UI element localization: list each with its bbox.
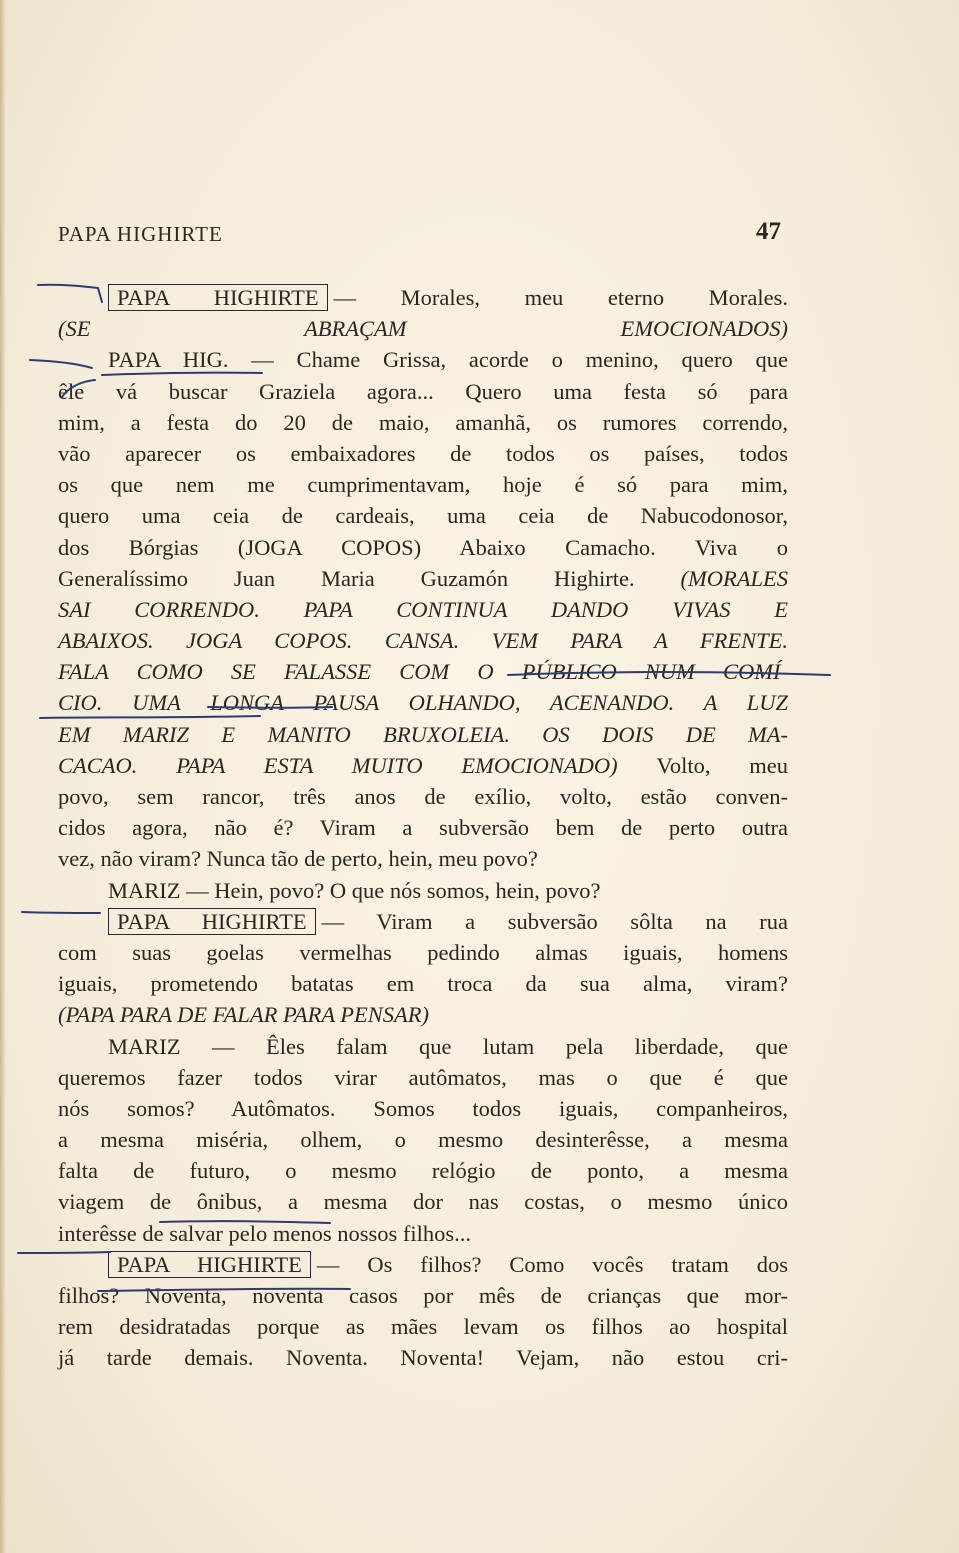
text-line <box>58 282 788 313</box>
stage-direction: (MORALES <box>680 565 788 591</box>
stage-direction: EM MARIZ E MANITO BRUXOLEIA. OS DOIS DE MA- <box>58 721 788 747</box>
dialogue-text: iguais, prometendo batatas em troca da sua alma, viram? <box>58 971 788 997</box>
speaker-name: MARIZ <box>108 1033 213 1059</box>
text-line <box>58 1062 788 1093</box>
text-line <box>58 812 788 843</box>
text-line <box>58 313 788 344</box>
dialogue-text: Generalíssimo Juan Maria Guzamón Highirte. <box>58 565 681 591</box>
dialogue-text: viagem de ônibus, a mesma dor nas costas, o mesmo único <box>58 1189 788 1215</box>
text-line <box>58 1342 788 1373</box>
dialogue-text: — Chame Grissa, acorde o menino, quero que <box>251 347 788 373</box>
text-line <box>58 1280 788 1311</box>
text-line <box>58 1155 788 1186</box>
dialogue-text: com suas goelas vermelhas pedindo almas iguais, homens <box>58 939 788 965</box>
dialogue-text: a mesma miséria, olhem, o mesmo desinterêsse, a mesma <box>58 1127 788 1153</box>
text-line <box>58 687 788 718</box>
text-line <box>58 906 788 937</box>
script-text <box>58 282 788 1374</box>
stage-direction: CIO. UMA LONGA PAUSA OLHANDO, ACENANDO. A LUZ <box>58 690 788 716</box>
text-line <box>58 656 788 687</box>
stage-direction: (PAPA PARA DE FALAR PARA PENSAR) <box>58 1002 430 1028</box>
dialogue-text: — Os filhos? Como vocês tratam dos <box>316 1251 788 1277</box>
dialogue-text: queremos fazer todos virar autômatos, mas o que é que <box>58 1064 788 1090</box>
text-line <box>58 438 788 469</box>
page-header <box>58 218 781 248</box>
dialogue-text: já tarde demais. Noventa. Noventa! Vejam, não estou cri- <box>58 1345 788 1371</box>
running-title: PAPA HIGHIRTE <box>58 222 223 246</box>
stage-direction: FALA COMO SE FALASSE COM O PÚBLICO NUM COMÍ- <box>58 659 788 685</box>
text-line <box>58 1218 788 1249</box>
dialogue-text: êle vá buscar Graziela agora... Quero uma festa só para <box>58 378 788 404</box>
text-line <box>58 843 788 874</box>
dialogue-text: vão aparecer os embaixadores de todos os países, todos <box>58 440 788 466</box>
page-number: 47 <box>756 218 781 245</box>
dialogue-text: — Morales, meu eterno Morales. <box>333 285 788 310</box>
text-line <box>58 594 788 625</box>
dialogue-text: falta de futuro, o mesmo relógio de ponto, a mesma <box>58 1158 788 1184</box>
text-line <box>58 563 788 594</box>
dialogue-text: — Viram a subversão sôlta na rua <box>321 908 789 934</box>
dialogue-text: mim, a festa do 20 de maio, amanhã, os rumores correndo, <box>58 409 788 435</box>
text-line <box>58 469 788 500</box>
dialogue-text: quero uma ceia de cardeais, uma ceia de Nabucodonosor, <box>58 503 788 529</box>
text-line <box>58 1093 788 1124</box>
dialogue-text: rem desidratadas porque as mães levam os filhos ao hospital <box>58 1314 788 1340</box>
text-line <box>58 376 788 407</box>
text-line <box>58 937 788 968</box>
text-line <box>58 719 788 750</box>
dialogue-text: povo, sem rancor, três anos de exílio, volto, estão conven- <box>58 784 788 809</box>
text-line <box>58 1031 788 1062</box>
text-line <box>58 875 788 906</box>
stage-direction: CACAO. PAPA ESTA MUITO EMOCIONADO) <box>58 752 657 778</box>
stage-direction: SAI CORRENDO. PAPA CONTINUA DANDO VIVAS E <box>58 596 788 622</box>
speaker-name-boxed: PAPA HIGHIRTE <box>108 1251 311 1278</box>
dialogue-text: nós somos? Autômatos. Somos todos iguais, companheiros, <box>58 1095 788 1121</box>
text-line <box>58 407 788 438</box>
dialogue-text: dos Bórgias (JOGA COPOS) Abaixo Camacho. Viva o <box>58 534 788 560</box>
text-line <box>58 344 788 375</box>
speaker-name: MARIZ <box>108 877 187 903</box>
dialogue-text: cidos agora, não é? Viram a subversão bem de perto outra <box>58 815 788 841</box>
text-line <box>58 625 788 656</box>
text-line <box>58 1186 788 1217</box>
text-line <box>58 1311 788 1342</box>
text-line <box>58 968 788 999</box>
speaker-name-boxed: PAPA HIGHIRTE <box>108 908 316 935</box>
page-edge-shadow <box>0 0 6 1553</box>
dialogue-text: vez, não viram? Nunca tão de perto, hein, meu povo? <box>58 846 538 872</box>
stage-direction: (SE ABRAÇAM EMOCIONADOS) <box>58 316 788 342</box>
dialogue-text: filhos? Noventa, noventa casos por mês de crianças que mor- <box>58 1283 788 1308</box>
stage-direction: ABAIXOS. JOGA COPOS. CANSA. VEM PARA A FRENTE. <box>58 628 788 654</box>
dialogue-text: Volto, meu <box>656 752 788 778</box>
speaker-name-boxed: PAPA HIGHIRTE <box>108 284 328 311</box>
text-line <box>58 999 788 1030</box>
dialogue-text: — Êles falam que lutam pela liberdade, que <box>212 1033 789 1059</box>
text-line <box>58 500 788 531</box>
dialogue-text: interêsse de salvar pelo menos nossos filhos... <box>58 1220 472 1246</box>
text-line <box>58 750 788 781</box>
dialogue-text: os que nem me cumprimentavam, hoje é só para mim, <box>58 472 788 498</box>
speaker-name: PAPA HIG. <box>108 347 252 373</box>
text-line <box>58 532 788 563</box>
text-line <box>58 1124 788 1155</box>
text-line <box>58 781 788 812</box>
dialogue-text: — Hein, povo? O que nós somos, hein, povo? <box>186 877 601 903</box>
text-line <box>58 1249 788 1280</box>
